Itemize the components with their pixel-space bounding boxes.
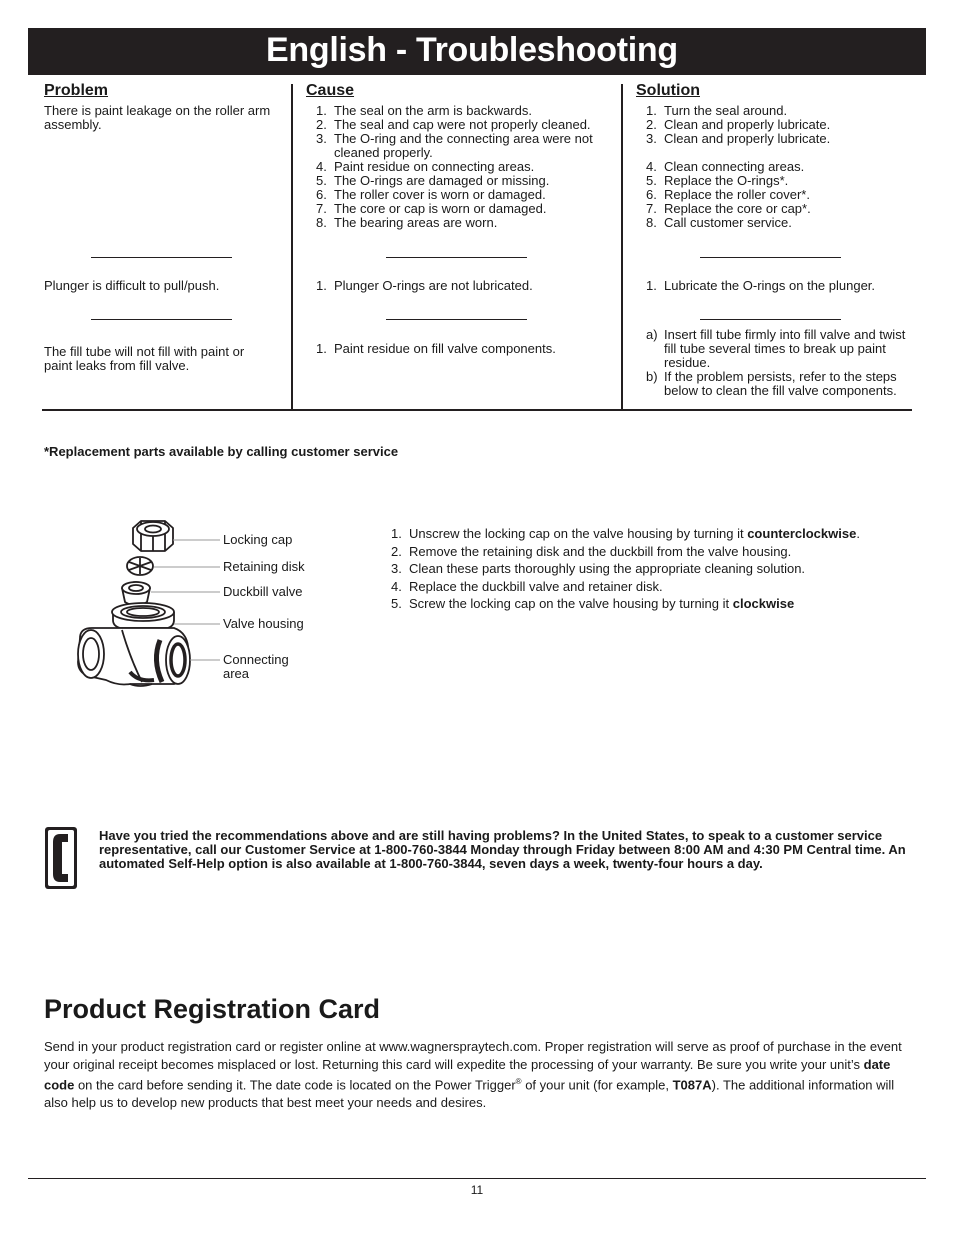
step-emphasis: clockwise [732, 596, 795, 611]
step-text: Clean these parts thoroughly using the appropriate cleaning solution. [409, 561, 806, 576]
item-number: 5. [646, 173, 657, 188]
row-separator [700, 319, 841, 320]
table-bottom-rule [42, 409, 912, 411]
step-number: 1. [391, 526, 402, 541]
cleaning-steps [391, 525, 860, 613]
item-text: Replace the core or cap*. [664, 201, 811, 216]
list-item [646, 202, 916, 216]
registration-bold: T087A [672, 1077, 712, 1093]
item-number: 6. [316, 187, 327, 202]
step-item [391, 578, 860, 596]
item-number: b) [646, 369, 658, 384]
step-item [391, 543, 860, 561]
registration-text: ). The additional information will also help us to develop new products that best meet your needs and desires. [44, 1077, 895, 1110]
problem-text: There is paint leakage on the roller arm assembly. [44, 103, 271, 132]
item-text: If the problem persists, refer to the steps below to clean the fill valve components. [664, 369, 897, 398]
step-text: Replace the duckbill valve and retainer disk. [409, 578, 663, 594]
item-text: The seal on the arm is backwards. [334, 103, 532, 118]
list-item [316, 104, 606, 118]
duckbill-valve-icon [122, 582, 150, 606]
list-item [316, 202, 606, 216]
item-text: Paint residue on fill valve components. [334, 341, 556, 356]
item-number: 3. [316, 131, 327, 146]
footer-rule [28, 1178, 926, 1179]
step-number: 3. [391, 561, 402, 576]
step-item [391, 560, 860, 578]
page-number: 11 [470, 1183, 484, 1197]
list-item [316, 216, 606, 230]
page-title: English - Troubleshooting [266, 31, 678, 69]
problem-text: Plunger is difficult to pull/push. [44, 278, 220, 293]
registered-mark: ® [515, 1077, 522, 1086]
cause-list [316, 342, 606, 356]
list-item [316, 160, 606, 174]
item-text: The roller cover is worn or damaged. [334, 187, 546, 202]
item-number: 2. [646, 117, 657, 132]
connecting-area-label: Connecting area [223, 652, 289, 681]
cause-heading: Cause [306, 82, 355, 99]
item-text: Replace the roller cover*. [664, 187, 810, 202]
list-item [646, 146, 916, 160]
list-item [646, 132, 916, 146]
item-text: The O-ring and the connecting area were not cleaned properly. [334, 131, 593, 160]
item-text: Paint residue on connecting areas. [334, 159, 535, 174]
column-divider [291, 84, 293, 410]
item-number: 1. [316, 278, 327, 293]
registration-text: of your unit (for example, [521, 1077, 673, 1093]
solution-heading: Solution [636, 82, 700, 99]
step-number: 4. [391, 578, 402, 594]
registration-body [44, 1038, 912, 1111]
list-item [316, 118, 606, 132]
item-number: 5. [316, 173, 327, 188]
item-number: 1. [646, 278, 657, 293]
item-number: 8. [646, 215, 657, 230]
locking-cap-icon [133, 521, 173, 551]
item-text: Replace the O-rings*. [664, 173, 789, 188]
step-item [391, 595, 860, 613]
item-number: 4. [316, 159, 327, 174]
registration-bold: date code [44, 1056, 891, 1093]
row-separator [91, 257, 232, 258]
item-text: Turn the seal around. [664, 103, 788, 118]
registration-text: on the card before sending it. The date code is located on the Power Trigger [74, 1077, 516, 1093]
customer-service-help: Have you tried the recommendations above and are still having problems? In the United States, to speak to a customer service representative, call our Customer Service at 1-800-760-3844 Monday through Friday between 8:00 AM and 4:30 PM Central time. An automated Self-Help option is also available at 1-800-760-3844, seven days a week, twenty-four hours a day. [99, 828, 906, 871]
item-number: 7. [316, 201, 327, 216]
item-number: 1. [316, 103, 327, 118]
valve-housing-label: Valve housing [223, 616, 304, 631]
phone-icon [44, 826, 78, 890]
step-text: . [856, 526, 860, 541]
list-item [646, 188, 916, 202]
item-number: 6. [646, 187, 657, 202]
step-text: Unscrew the locking cap on the valve housing by turning it [409, 526, 748, 541]
item-number: a) [646, 327, 658, 342]
retaining-disk-icon [127, 557, 153, 575]
row-separator [386, 257, 527, 258]
item-number: 2. [316, 117, 327, 132]
retaining-disk-label: Retaining disk [223, 559, 305, 574]
row-separator [386, 319, 527, 320]
registration-title: Product Registration Card [44, 994, 381, 1024]
item-number: 4. [646, 159, 657, 174]
fill-valve-diagram [70, 512, 230, 697]
problem-text: The fill tube will not fill with paint or paint leaks from fill valve. [44, 344, 245, 373]
item-text: Clean and properly lubricate. [664, 131, 831, 146]
item-text: Call customer service. [664, 215, 792, 230]
step-number: 2. [391, 543, 402, 559]
list-item [316, 132, 606, 160]
registration-text: Send in your product registration card or register online at www.wagnerspraytech.com. Proper registration will serve as proof of purchase in the event your original receipt becomes misplaced or lost. Returning this card will expedite the processing of your warranty. Be sure you write your unit’s [44, 1039, 902, 1072]
row-separator [700, 257, 841, 258]
title-banner [28, 28, 926, 75]
list-item [316, 188, 606, 202]
item-text: Clean and properly lubricate. [664, 117, 831, 132]
step-item [391, 525, 860, 543]
item-text: The O-rings are damaged or missing. [334, 173, 550, 188]
list-item [316, 279, 606, 293]
item-text: Plunger O-rings are not lubricated. [334, 278, 533, 293]
item-text: The seal and cap were not properly cleaned. [334, 117, 591, 132]
item-text: The core or cap is worn or damaged. [334, 201, 547, 216]
column-divider [621, 84, 623, 410]
item-text: Insert fill tube firmly into fill valve and twist fill tube several times to break up paint residue. [664, 327, 906, 370]
item-number: 8. [316, 215, 327, 230]
solution-list [646, 279, 916, 293]
list-item [646, 104, 916, 118]
locking-cap-label: Locking cap [223, 532, 293, 547]
list-item [646, 328, 908, 370]
item-number: 7. [646, 201, 657, 216]
list-item [646, 216, 916, 230]
list-item [646, 160, 916, 174]
solution-list [646, 328, 908, 398]
item-text: The bearing areas are worn. [334, 215, 498, 230]
replacement-footnote: *Replacement parts available by calling customer service [44, 444, 399, 459]
row-separator [91, 319, 232, 320]
list-item [316, 174, 606, 188]
step-text: Remove the retaining disk and the duckbill from the valve housing. [409, 543, 792, 559]
item-number: 1. [316, 341, 327, 356]
step-emphasis: counterclockwise [747, 526, 857, 541]
solution-list [646, 104, 916, 230]
step-number: 5. [391, 596, 402, 611]
list-item [646, 174, 916, 188]
list-item [646, 118, 916, 132]
cause-list [316, 104, 606, 230]
list-item [646, 279, 916, 293]
cause-list [316, 279, 606, 293]
problem-heading: Problem [44, 82, 109, 99]
list-item [646, 370, 908, 398]
duckbill-valve-label: Duckbill valve [223, 584, 303, 599]
list-item [316, 342, 606, 356]
item-text: Clean connecting areas. [664, 159, 805, 174]
step-text: Screw the locking cap on the valve housing by turning it [409, 596, 733, 611]
item-number: 1. [646, 103, 657, 118]
item-number: 3. [646, 131, 657, 146]
item-text: Lubricate the O-rings on the plunger. [664, 278, 876, 293]
